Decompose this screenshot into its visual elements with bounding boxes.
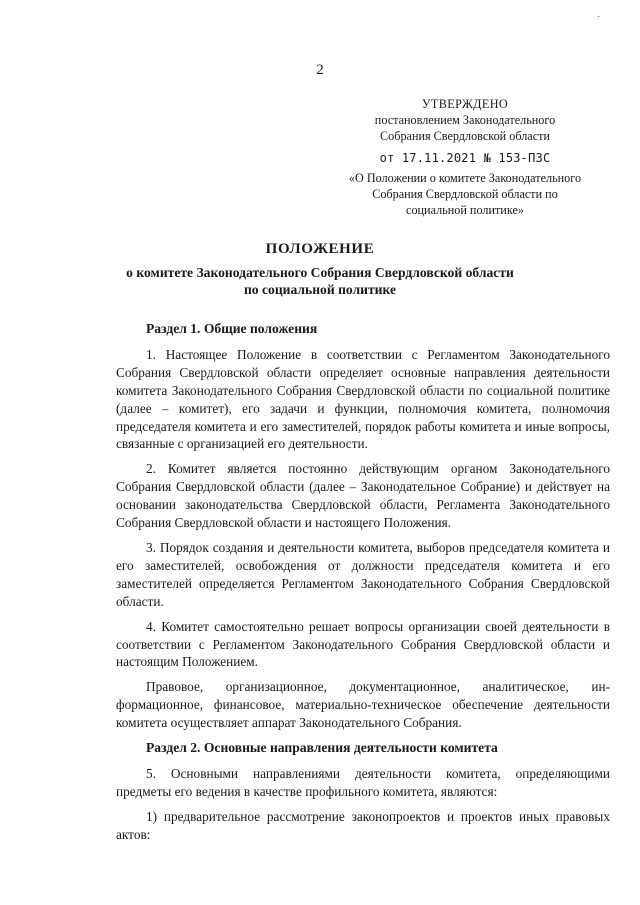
subtitle-line: по социальной политике: [243, 282, 397, 297]
section-heading: Раздел 1. Общие положения: [146, 321, 318, 336]
paragraph: 3. Порядок создания и деятельности комитета, выборов председателя комитета и его заместителей, освобождения от должности председателя комитета и его заместителей определяется Регламентом Законодательного Собрания Свердловской области.: [116, 539, 610, 609]
approval-line: постановлением Законодательного: [374, 113, 556, 127]
document-title: ПОЛОЖЕНИЕ: [265, 241, 375, 257]
page-number: 2: [316, 62, 324, 78]
scan-mark: ·: [597, 12, 601, 23]
approval-reference-line: Собрания Свердловской области по: [372, 187, 558, 201]
approval-date-number: от 17.11.2021 № 153-ПЗС: [379, 151, 551, 165]
section-heading: Раздел 2. Основные направления деятельности комитета: [146, 740, 498, 756]
approval-reference-line: «О Положении о комитете Законодательного: [348, 171, 582, 185]
paragraph: 4. Комитет самостоятельно решает вопросы организации своей деятельности в соответствии с Регламентом Законодательного Собрания Свердловской области и настоящим Положением.: [116, 618, 610, 670]
document-body: [116, 320, 610, 851]
approval-stamp-block: [340, 96, 590, 218]
approval-line: Собрания Свердловской области: [380, 129, 550, 143]
paragraph: 2. Комитет является постоянно действующим органом Законодательного Собрания Свердловской области (далее – Законодательное Собрание) и действует на основании законодательства Свердловской области, Регламента Законодательного Собрания Свердловской области и настоящего Положения.: [116, 461, 610, 531]
approval-heading: УТВЕРЖДЕНО: [421, 97, 509, 111]
paragraph: 5. Основными направлениями деятельности комитета, определяющими предметы его ведения в качестве профильного комитета, являются:: [116, 765, 610, 799]
paragraph: Правовое, организационное, документационное, аналитическое, информационное, финансовое, материально-техническое обеспечение деятельности комитета осуществляет аппарат Законодательного Собрания.: [116, 679, 610, 731]
approval-reference-line: социальной политике»: [406, 203, 524, 217]
paragraph: 1. Настоящее Положение в соответствии с Регламентом Законодательного Собрания Свердловской области определяет основные направления деятельности комитета Законодательного Собрания Свердловской области по социальной политике (далее – комитет), его задачи и функции, полномочия комитета, полномочия председателя комитета и его заместителей, порядок работы комитета и иные вопросы, связанные с организацией его деятельности.: [116, 346, 610, 452]
subtitle-line: о комитете Законодательного Собрания Свердловской области: [126, 265, 514, 280]
document-subtitle: [60, 264, 580, 298]
paragraph: 1) предварительное рассмотрение законопроектов и проектов иных правовых актов:: [116, 808, 610, 842]
